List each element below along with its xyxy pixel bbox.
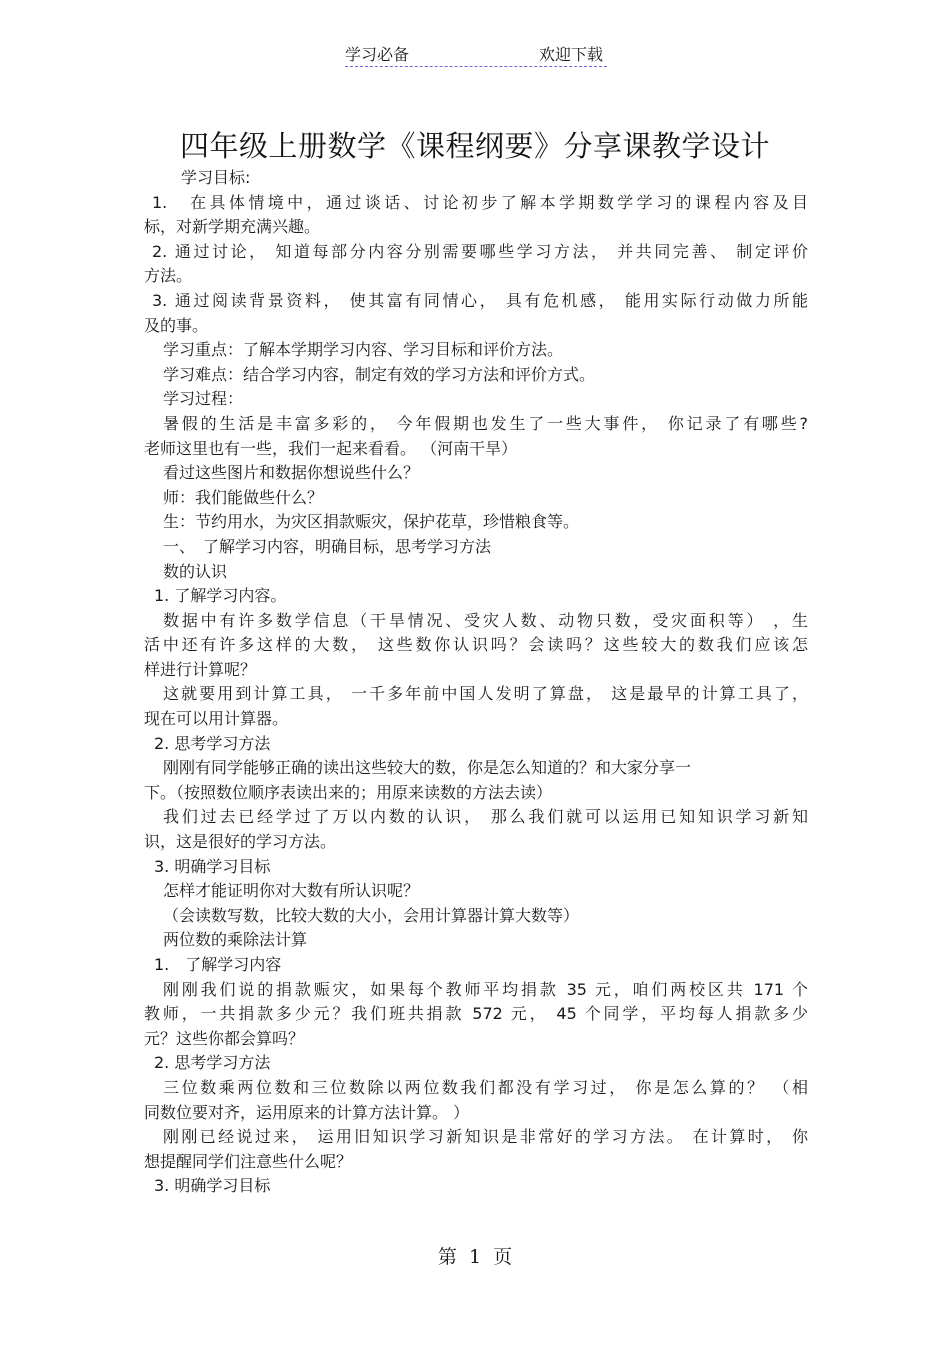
paragraph-line: 2. 通过讨论， 知道每部分内容分别需要哪些学习方法， 并共同完善、 制定评价 [152,241,808,261]
paragraph-line: （会读数写数，比较大数的大小，会用计算器计算大数等） [163,905,580,925]
paragraph-line: 怎样才能证明你对大数有所认识呢？ [163,881,420,901]
paragraph-line: 生：节约用水，为灾区捐款赈灾，保护花草，珍惜粮食等。 [163,512,580,532]
paragraph-line: 想提醒同学们注意些什么呢？ [144,1151,353,1171]
paragraph-line: 样进行计算呢？ [144,659,257,679]
paragraph-line: 我们过去已经学过了万以内数的认识， 那么我们就可以运用已知知识学习新知 [163,807,808,827]
paragraph-line: 方法。 [144,266,193,286]
paragraph-line: 1. 在具体情境中，通过谈话、讨论初步了解本学期数学学习的课程内容及目 [152,192,808,212]
paragraph-line: 这就要用到计算工具， 一千多年前中国人发明了算盘， 这是最早的计算工具了， [163,684,808,704]
section-heading-one: 一、 了解学习内容，明确目标，思考学习方法 [163,536,492,556]
paragraph-line: 活中还有许多这样的大数， 这些数你认识吗？会读吗？这些较大的数我们应该怎 [144,635,808,655]
header-right-text: 欢迎下载 [538,45,603,64]
difficult-points: 学习难点：结合学习内容，制定有效的学习方法和评价方式。 [163,364,596,384]
numbered-item: 3. 明确学习目标 [154,856,271,876]
paragraph-line: 现在可以用计算器。 [144,709,289,729]
subsection-heading: 两位数的乘除法计算 [163,930,308,950]
section-heading-process: 学习过程： [163,389,244,409]
numbered-item: 1. 了解学习内容 [154,955,282,974]
paragraph-line: 暑假的生活是丰富多彩的， 今年假期也发生了一些大事件， 你记录了有哪些? [163,413,808,433]
paragraph-line: 师：我们能做些什么？ [163,487,324,507]
paragraph-line: 刚刚有同学能够正确的读出这些较大的数，你是怎么知道的？和大家分享一 [163,758,692,778]
paragraph-line: 及的事。 [144,315,209,335]
document-title: 四年级上册数学《课程纲要》分享课教学设计 [179,129,770,163]
paragraph-line: 教师，一共捐款多少元？我们班共捐款 572 元， 45 个同学，平均每人捐款多少 [144,1004,808,1024]
header-left-text: 学习必备 [345,45,410,64]
document-body [144,166,808,1199]
subsection-heading: 数的认识 [163,561,228,581]
paragraph-line: 元？这些你都会算吗？ [144,1028,305,1048]
numbered-item: 3. 明确学习目标 [154,1176,271,1196]
paragraph-line: 刚刚我们说的捐款赈灾，如果每个教师平均捐款 35 元，咱们两校区共 171 个 [163,979,808,999]
paragraph-line: 老师这里也有一些，我们一起来看看。 （河南干旱） [144,438,518,458]
paragraph-line: 3. 通过阅读背景资料， 使其富有同情心， 具有危机感， 能用实际行动做力所能 [152,290,808,310]
paragraph-line: 三位数乘两位数和三位数除以两位数我们都没有学习过， 你是怎么算的？ （相 [163,1077,808,1097]
key-points: 学习重点：了解本学期学习内容、学习目标和评价方法。 [163,340,564,360]
numbered-item: 1. 了解学习内容。 [154,586,287,606]
paragraph-line: 下。（按照数位顺序表读出来的；用原来读数的方法去读） [144,782,553,802]
paragraph-line: 识，这是很好的学习方法。 [144,832,337,852]
section-heading-objectives: 学习目标: [181,168,251,187]
paragraph-line: 看过这些图片和数据你想说些什么？ [163,463,420,483]
page-header [345,42,607,67]
paragraph-line: 标，对新学期充满兴趣。 [144,217,321,237]
paragraph-line: 数据中有许多数学信息（干旱情况、受灾人数、动物只数，受灾面积等） ，生 [163,610,808,630]
numbered-item: 2. 思考学习方法 [154,733,271,753]
numbered-item: 2. 思考学习方法 [154,1053,271,1073]
page-number: 第 1 页 [437,1246,513,1268]
paragraph-line: 同数位要对齐，运用原来的计算方法计算。 ） [144,1102,470,1122]
paragraph-line: 刚刚已经说过来， 运用旧知识学习新知识是非常好的学习方法。 在计算时， 你 [163,1127,808,1147]
